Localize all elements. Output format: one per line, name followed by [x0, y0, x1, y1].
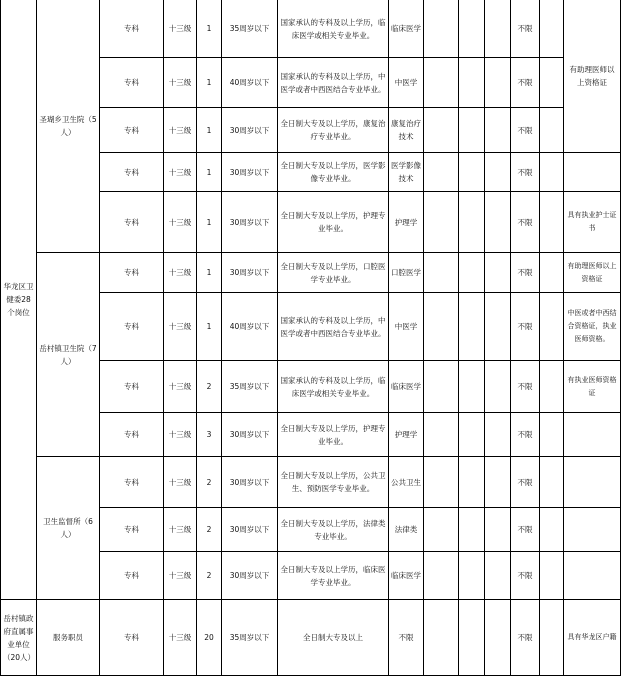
count-cell: 20: [197, 600, 222, 676]
level-cell: 十三级: [164, 361, 197, 413]
age-cell: 30周岁以下: [222, 108, 278, 153]
note-cell: [564, 508, 621, 552]
empty-cell: [540, 108, 564, 153]
note-cell: [564, 552, 621, 600]
empty-cell: [424, 361, 459, 413]
gender-cell: 不限: [511, 361, 540, 413]
empty-cell: [485, 253, 511, 293]
count-cell: 1: [197, 0, 222, 58]
count-cell: 1: [197, 153, 222, 192]
requirement-cell: 全日制大专及以上学历，法律类专业毕业。: [278, 508, 389, 552]
empty-cell: [424, 108, 459, 153]
gender-cell: 不限: [511, 253, 540, 293]
level-cell: 十三级: [164, 413, 197, 457]
count-cell: 2: [197, 457, 222, 508]
note-cell: 具有执业护士证书: [564, 192, 621, 253]
empty-cell: [485, 0, 511, 58]
unit-cell: 岳村镇政府直属事业单位（20人）: [1, 600, 37, 676]
major-cell: 中医学: [389, 293, 424, 361]
gender-cell: 不限: [511, 552, 540, 600]
empty-cell: [485, 600, 511, 676]
requirement-cell: 全日制大专及以上学历，康复治疗专业毕业。: [278, 108, 389, 153]
hospital-cell: 圣瑚乡卫生院（5人）: [37, 0, 100, 253]
requirement-cell: 全日制大专及以上学历，口腔医学专业毕业。: [278, 253, 389, 293]
major-cell: 临床医学: [389, 552, 424, 600]
gender-cell: 不限: [511, 508, 540, 552]
table-row: [1, 457, 621, 508]
gender-cell: 不限: [511, 413, 540, 457]
major-cell: 中医学: [389, 58, 424, 108]
empty-cell: [459, 552, 485, 600]
empty-cell: [540, 413, 564, 457]
empty-cell: [459, 293, 485, 361]
gender-cell: 不限: [511, 457, 540, 508]
major-cell: 不限: [389, 600, 424, 676]
empty-cell: [424, 552, 459, 600]
requirement-cell: 国家承认的专科及以上学历，中医学或者中西医结合专业毕业。: [278, 58, 389, 108]
level-cell: 十三级: [164, 192, 197, 253]
empty-cell: [540, 192, 564, 253]
degree-cell: 专科: [100, 108, 164, 153]
gender-cell: 不限: [511, 153, 540, 192]
age-cell: 30周岁以下: [222, 552, 278, 600]
empty-cell: [540, 457, 564, 508]
empty-cell: [540, 552, 564, 600]
count-cell: 2: [197, 552, 222, 600]
empty-cell: [485, 508, 511, 552]
empty-cell: [540, 293, 564, 361]
degree-cell: 专科: [100, 600, 164, 676]
degree-cell: 专科: [100, 293, 164, 361]
empty-cell: [424, 457, 459, 508]
empty-cell: [540, 508, 564, 552]
empty-cell: [459, 153, 485, 192]
requirement-cell: 国家承认的专科及以上学历，中医学或者中西医结合专业毕业。: [278, 293, 389, 361]
post-cell: 服务职员: [37, 600, 100, 676]
empty-cell: [485, 552, 511, 600]
empty-cell: [459, 58, 485, 108]
age-cell: 30周岁以下: [222, 153, 278, 192]
major-cell: 法律类: [389, 508, 424, 552]
degree-cell: 专科: [100, 413, 164, 457]
level-cell: 十三级: [164, 508, 197, 552]
level-cell: 十三级: [164, 293, 197, 361]
empty-cell: [485, 192, 511, 253]
degree-cell: 专科: [100, 58, 164, 108]
level-cell: 十三级: [164, 552, 197, 600]
degree-cell: 专科: [100, 552, 164, 600]
major-cell: 护理学: [389, 192, 424, 253]
count-cell: 1: [197, 108, 222, 153]
requirement-cell: 全日制大专及以上: [278, 600, 389, 676]
requirement-cell: 全日制大专及以上学历，公共卫生、预防医学专业毕业。: [278, 457, 389, 508]
empty-cell: [485, 457, 511, 508]
age-cell: 30周岁以下: [222, 457, 278, 508]
count-cell: 3: [197, 413, 222, 457]
count-cell: 1: [197, 192, 222, 253]
count-cell: 1: [197, 253, 222, 293]
gender-cell: 不限: [511, 0, 540, 58]
gender-cell: 不限: [511, 58, 540, 108]
major-cell: 护理学: [389, 413, 424, 457]
requirement-cell: 全日制大专及以上学历，护理专业毕业。: [278, 413, 389, 457]
table-row: [1, 0, 621, 58]
empty-cell: [424, 508, 459, 552]
table-row: [1, 253, 621, 293]
gender-cell: 不限: [511, 600, 540, 676]
requirement-cell: 国家承认的专科及以上学历，临床医学或相关专业毕业。: [278, 361, 389, 413]
degree-cell: 专科: [100, 0, 164, 58]
level-cell: 十三级: [164, 457, 197, 508]
empty-cell: [485, 108, 511, 153]
empty-cell: [424, 58, 459, 108]
note-cell: [564, 153, 621, 192]
note-cell: 有助理医师以上资格证: [564, 0, 621, 153]
count-cell: 2: [197, 508, 222, 552]
empty-cell: [424, 600, 459, 676]
empty-cell: [424, 413, 459, 457]
major-cell: 临床医学: [389, 361, 424, 413]
empty-cell: [459, 413, 485, 457]
requirement-cell: 全日制大专及以上学历，护理专业毕业。: [278, 192, 389, 253]
count-cell: 1: [197, 293, 222, 361]
age-cell: 30周岁以下: [222, 253, 278, 293]
count-cell: 2: [197, 361, 222, 413]
note-cell: [564, 413, 621, 457]
degree-cell: 专科: [100, 508, 164, 552]
note-cell: 具有华龙区户籍: [564, 600, 621, 676]
gender-cell: 不限: [511, 192, 540, 253]
age-cell: 30周岁以下: [222, 508, 278, 552]
empty-cell: [540, 600, 564, 676]
empty-cell: [424, 0, 459, 58]
major-cell: 口腔医学: [389, 253, 424, 293]
level-cell: 十三级: [164, 153, 197, 192]
empty-cell: [540, 58, 564, 108]
age-cell: 35周岁以下: [222, 0, 278, 58]
empty-cell: [424, 153, 459, 192]
empty-cell: [459, 253, 485, 293]
age-cell: 40周岁以下: [222, 293, 278, 361]
level-cell: 十三级: [164, 108, 197, 153]
empty-cell: [485, 153, 511, 192]
degree-cell: 专科: [100, 361, 164, 413]
empty-cell: [485, 293, 511, 361]
empty-cell: [485, 361, 511, 413]
hospital-cell: 岳村镇卫生院（7人）: [37, 253, 100, 457]
age-cell: 35周岁以下: [222, 600, 278, 676]
empty-cell: [424, 293, 459, 361]
empty-cell: [459, 508, 485, 552]
level-cell: 十三级: [164, 253, 197, 293]
degree-cell: 专科: [100, 457, 164, 508]
level-cell: 十三级: [164, 0, 197, 58]
office-cell: 卫生监督所（6人）: [37, 457, 100, 600]
age-cell: 35周岁以下: [222, 361, 278, 413]
age-cell: 30周岁以下: [222, 413, 278, 457]
major-cell: 康复治疗技术: [389, 108, 424, 153]
empty-cell: [459, 600, 485, 676]
empty-cell: [459, 361, 485, 413]
empty-cell: [424, 253, 459, 293]
unit-cell: 华龙区卫健委28个岗位: [1, 0, 37, 600]
empty-cell: [540, 0, 564, 58]
note-cell: 有助理医师以上资格证: [564, 253, 621, 293]
degree-cell: 专科: [100, 153, 164, 192]
table-row: [1, 600, 621, 676]
empty-cell: [424, 192, 459, 253]
empty-cell: [540, 253, 564, 293]
note-cell: 有执业医师资格证: [564, 361, 621, 413]
requirement-cell: 国家承认的专科及以上学历，临床医学或相关专业毕业。: [278, 0, 389, 58]
empty-cell: [540, 153, 564, 192]
age-cell: 40周岁以下: [222, 58, 278, 108]
empty-cell: [540, 361, 564, 413]
major-cell: 医学影像技术: [389, 153, 424, 192]
count-cell: 1: [197, 58, 222, 108]
note-cell: 中医或者中西结合资格证，执业医师资格。: [564, 293, 621, 361]
age-cell: 30周岁以下: [222, 192, 278, 253]
note-cell: [564, 457, 621, 508]
requirement-cell: 全日制大专及以上学历，临床医学专业毕业。: [278, 552, 389, 600]
degree-cell: 专科: [100, 192, 164, 253]
major-cell: 公共卫生: [389, 457, 424, 508]
gender-cell: 不限: [511, 293, 540, 361]
gender-cell: 不限: [511, 108, 540, 153]
degree-cell: 专科: [100, 253, 164, 293]
level-cell: 十三级: [164, 58, 197, 108]
empty-cell: [485, 58, 511, 108]
empty-cell: [459, 192, 485, 253]
empty-cell: [459, 108, 485, 153]
empty-cell: [485, 413, 511, 457]
level-cell: 十三级: [164, 600, 197, 676]
empty-cell: [459, 457, 485, 508]
major-cell: 临床医学: [389, 0, 424, 58]
empty-cell: [459, 0, 485, 58]
requirement-cell: 全日制大专及以上学历，医学影像专业毕业。: [278, 153, 389, 192]
